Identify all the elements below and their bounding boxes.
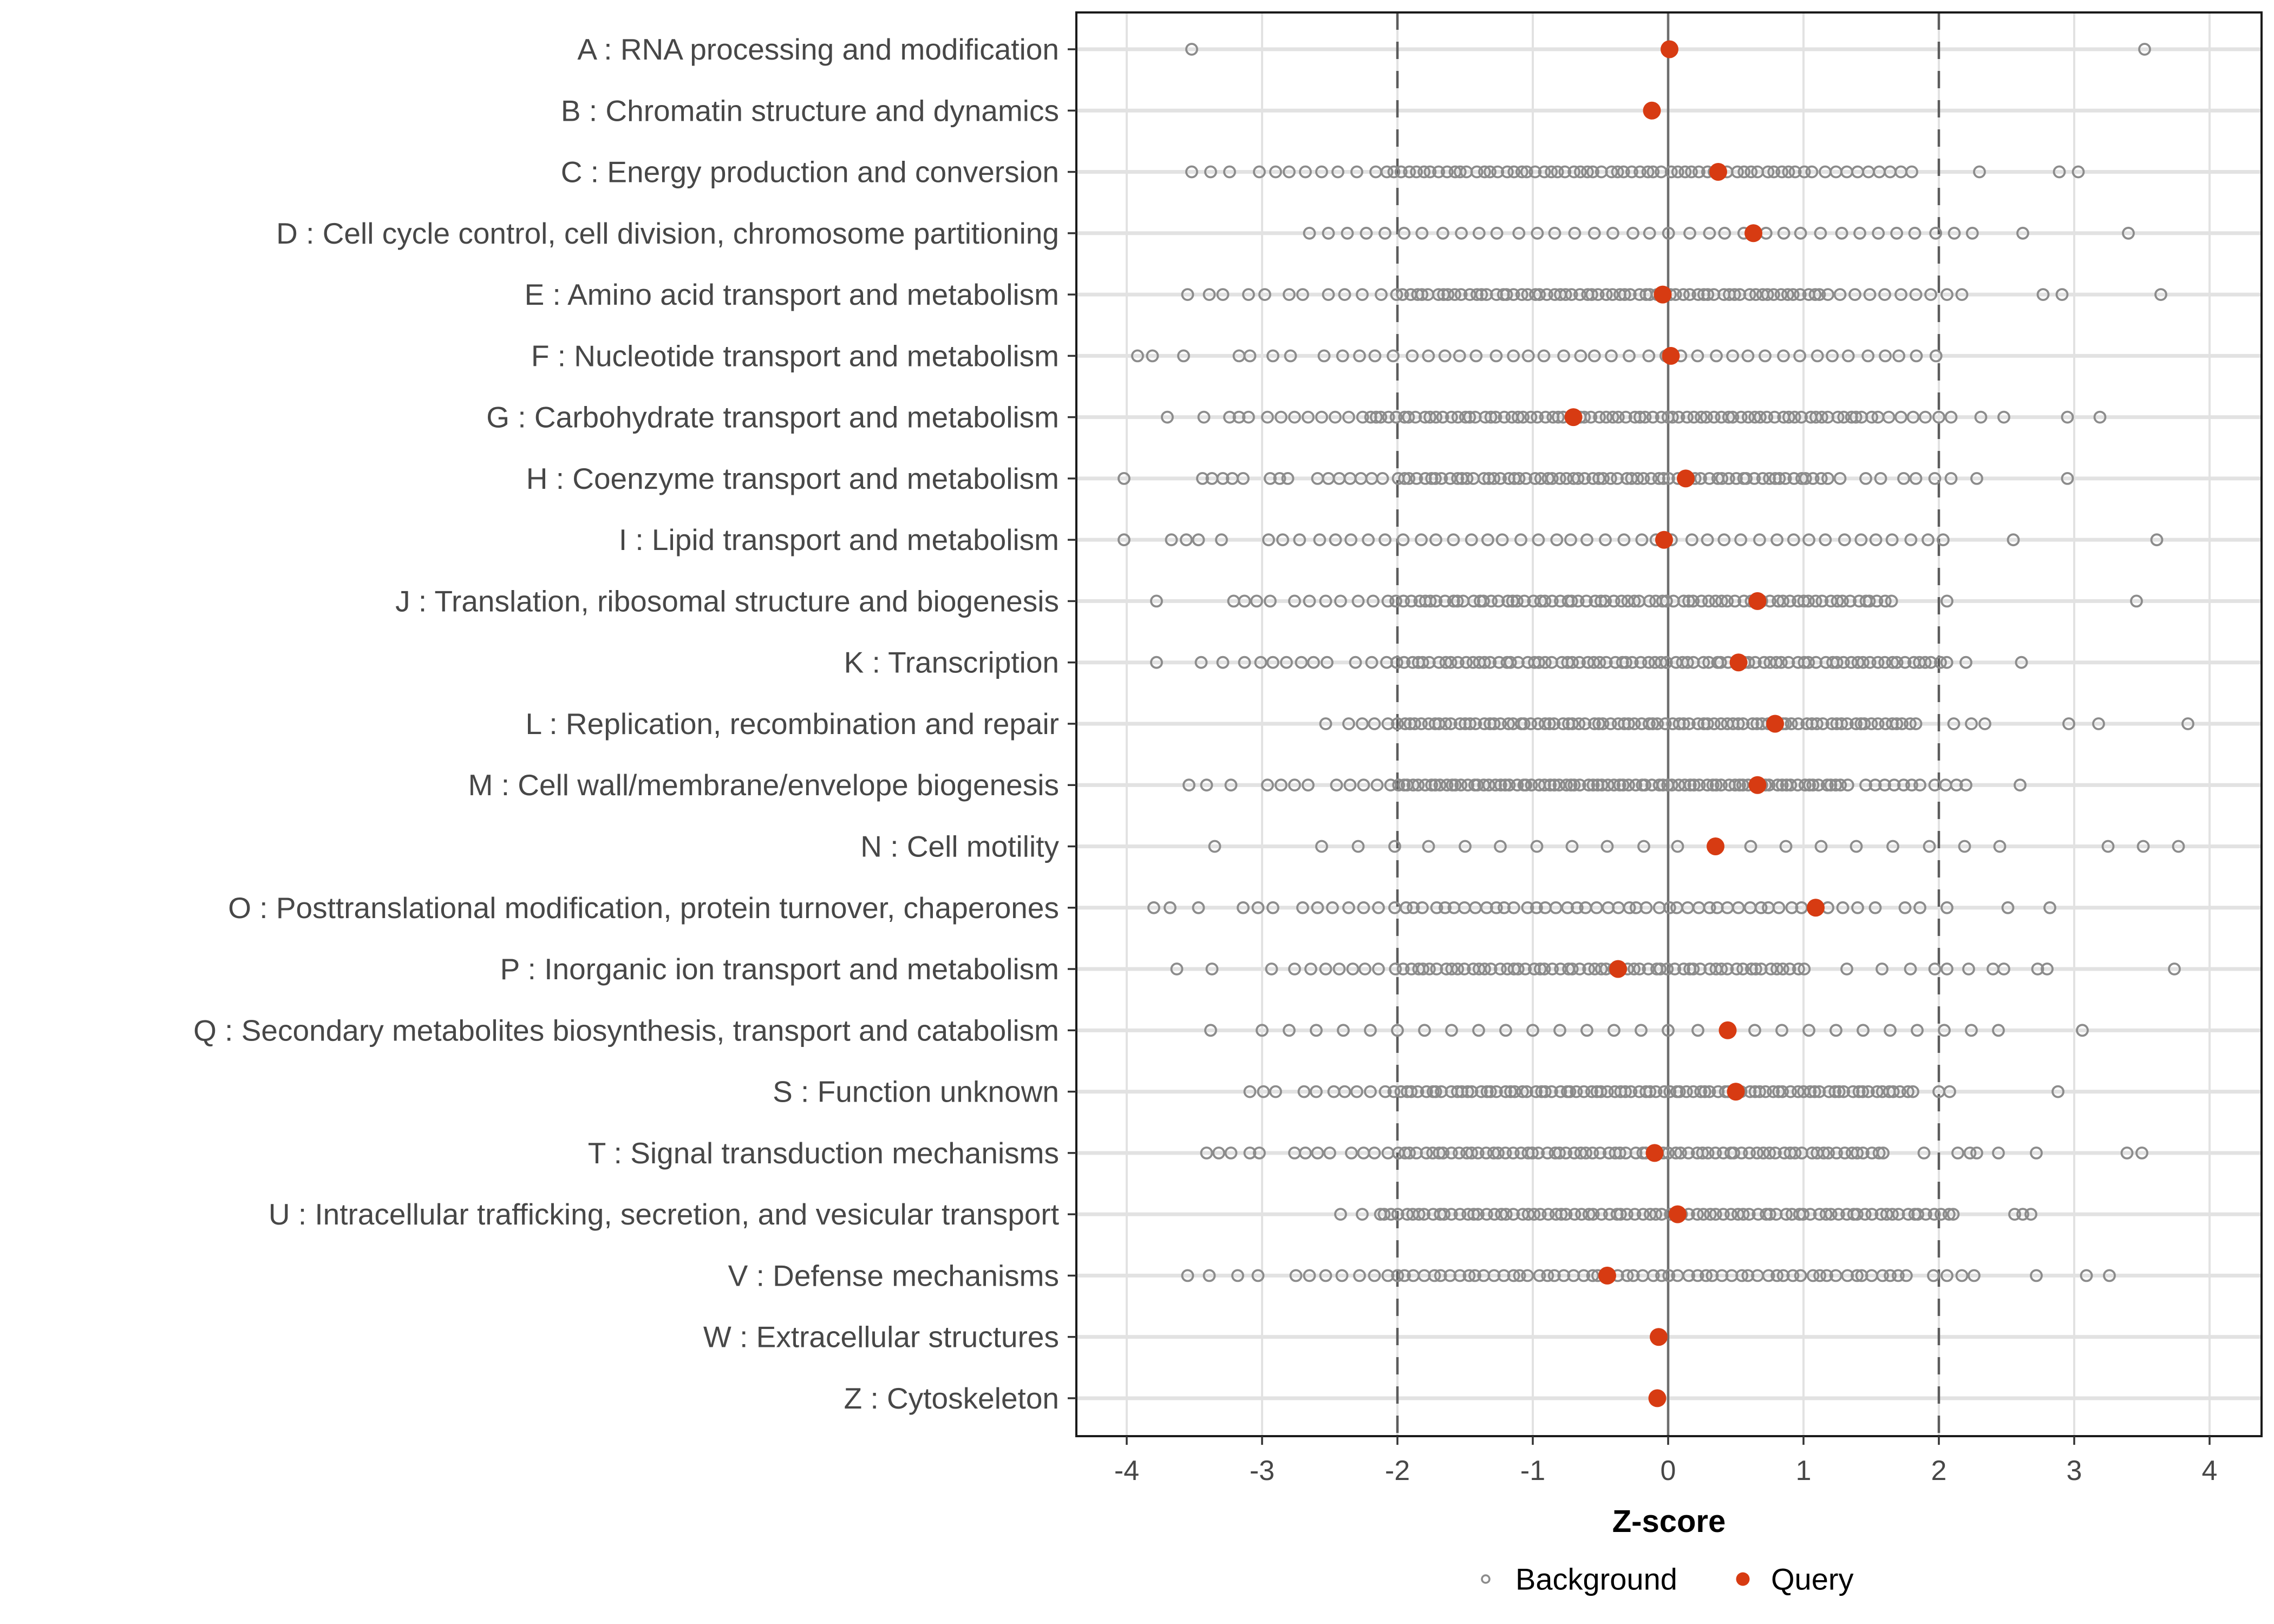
category-label: O : Posttranslational modification, protein turnover, chaperones — [228, 890, 1059, 925]
category-row — [1649, 1389, 1667, 1407]
category-label: G : Carbohydrate transport and metabolism — [486, 400, 1059, 434]
x-tick-label: 3 — [2066, 1455, 2082, 1487]
query-point — [1649, 1389, 1667, 1407]
category-label: C : Energy production and conversion — [560, 155, 1059, 189]
query-point — [1565, 408, 1583, 426]
category-label: V : Defense mechanisms — [728, 1259, 1059, 1293]
category-label: E : Amino acid transport and metabolism — [524, 278, 1059, 312]
query-point — [1709, 163, 1727, 181]
query-point — [1807, 899, 1825, 916]
query-point — [1661, 41, 1678, 58]
query-point — [1719, 1021, 1737, 1039]
category-label: Q : Secondary metabolites biosynthesis, transport and catabolism — [193, 1013, 1059, 1047]
axis-ticks — [1068, 49, 2210, 1445]
category-label: W : Extracellular structures — [703, 1320, 1059, 1354]
category-label: S : Function unknown — [773, 1075, 1059, 1109]
category-label: J : Translation, ribosomal structure and biogenesis — [395, 584, 1059, 618]
category-label: N : Cell motility — [860, 829, 1059, 863]
category-label: K : Transcription — [844, 645, 1059, 679]
query-point — [1727, 1083, 1745, 1101]
query-legend-label: Query — [1771, 1562, 1854, 1596]
category-row — [1643, 102, 1661, 120]
query-point — [1766, 715, 1784, 733]
query-point — [1730, 653, 1748, 671]
category-row — [1650, 1328, 1668, 1346]
category-label: L : Replication, recombination and repair — [525, 706, 1059, 741]
x-tick-label: -2 — [1384, 1455, 1410, 1487]
x-tick-label: 2 — [1931, 1455, 1947, 1487]
query-point — [1707, 837, 1724, 855]
x-tick-label: -1 — [1520, 1455, 1546, 1487]
query-point — [1646, 1144, 1664, 1162]
x-tick-label: -4 — [1114, 1455, 1140, 1487]
background-legend-marker-icon — [1482, 1575, 1489, 1583]
query-point — [1650, 1328, 1668, 1346]
background-legend-label: Background — [1515, 1562, 1677, 1596]
category-label: A : RNA processing and modification — [577, 32, 1059, 66]
category-label: M : Cell wall/membrane/envelope biogenesis — [468, 768, 1059, 802]
query-point — [1677, 469, 1695, 487]
category-label: U : Intracellular trafficking, secretion, and vesicular transport — [268, 1197, 1059, 1232]
query-point — [1598, 1267, 1616, 1285]
query-point — [1655, 531, 1673, 549]
query-point — [1749, 776, 1767, 794]
x-tick-label: 0 — [1660, 1455, 1676, 1487]
x-tick-label: 1 — [1795, 1455, 1812, 1487]
query-point — [1654, 286, 1672, 304]
x-tick-labels — [1114, 1455, 2218, 1487]
query-point — [1669, 1206, 1687, 1223]
category-label: B : Chromatin structure and dynamics — [560, 94, 1059, 128]
x-tick-label: 4 — [2201, 1455, 2218, 1487]
category-label: T : Signal transduction mechanisms — [587, 1136, 1059, 1170]
category-labels — [193, 32, 1059, 1415]
category-label: Z : Cytoskeleton — [844, 1381, 1059, 1415]
x-tick-label: -3 — [1249, 1455, 1275, 1487]
category-label: F : Nucleotide transport and metabolism — [531, 339, 1059, 373]
category-label: I : Lipid transport and metabolism — [618, 523, 1059, 557]
query-point — [1643, 102, 1661, 120]
category-label: P : Inorganic ion transport and metabolism — [500, 952, 1059, 986]
query-point — [1744, 224, 1762, 242]
legend — [1482, 1562, 1854, 1596]
category-label: D : Cell cycle control, cell division, chromosome partitioning — [276, 216, 1059, 250]
query-point — [1749, 592, 1767, 610]
category-row — [1321, 715, 2194, 733]
query-point — [1609, 960, 1627, 978]
category-label: H : Coenzyme transport and metabolism — [526, 461, 1059, 495]
query-point — [1662, 347, 1680, 365]
query-legend-marker-icon — [1736, 1573, 1750, 1586]
x-axis-title: Z-score — [1612, 1504, 1726, 1539]
